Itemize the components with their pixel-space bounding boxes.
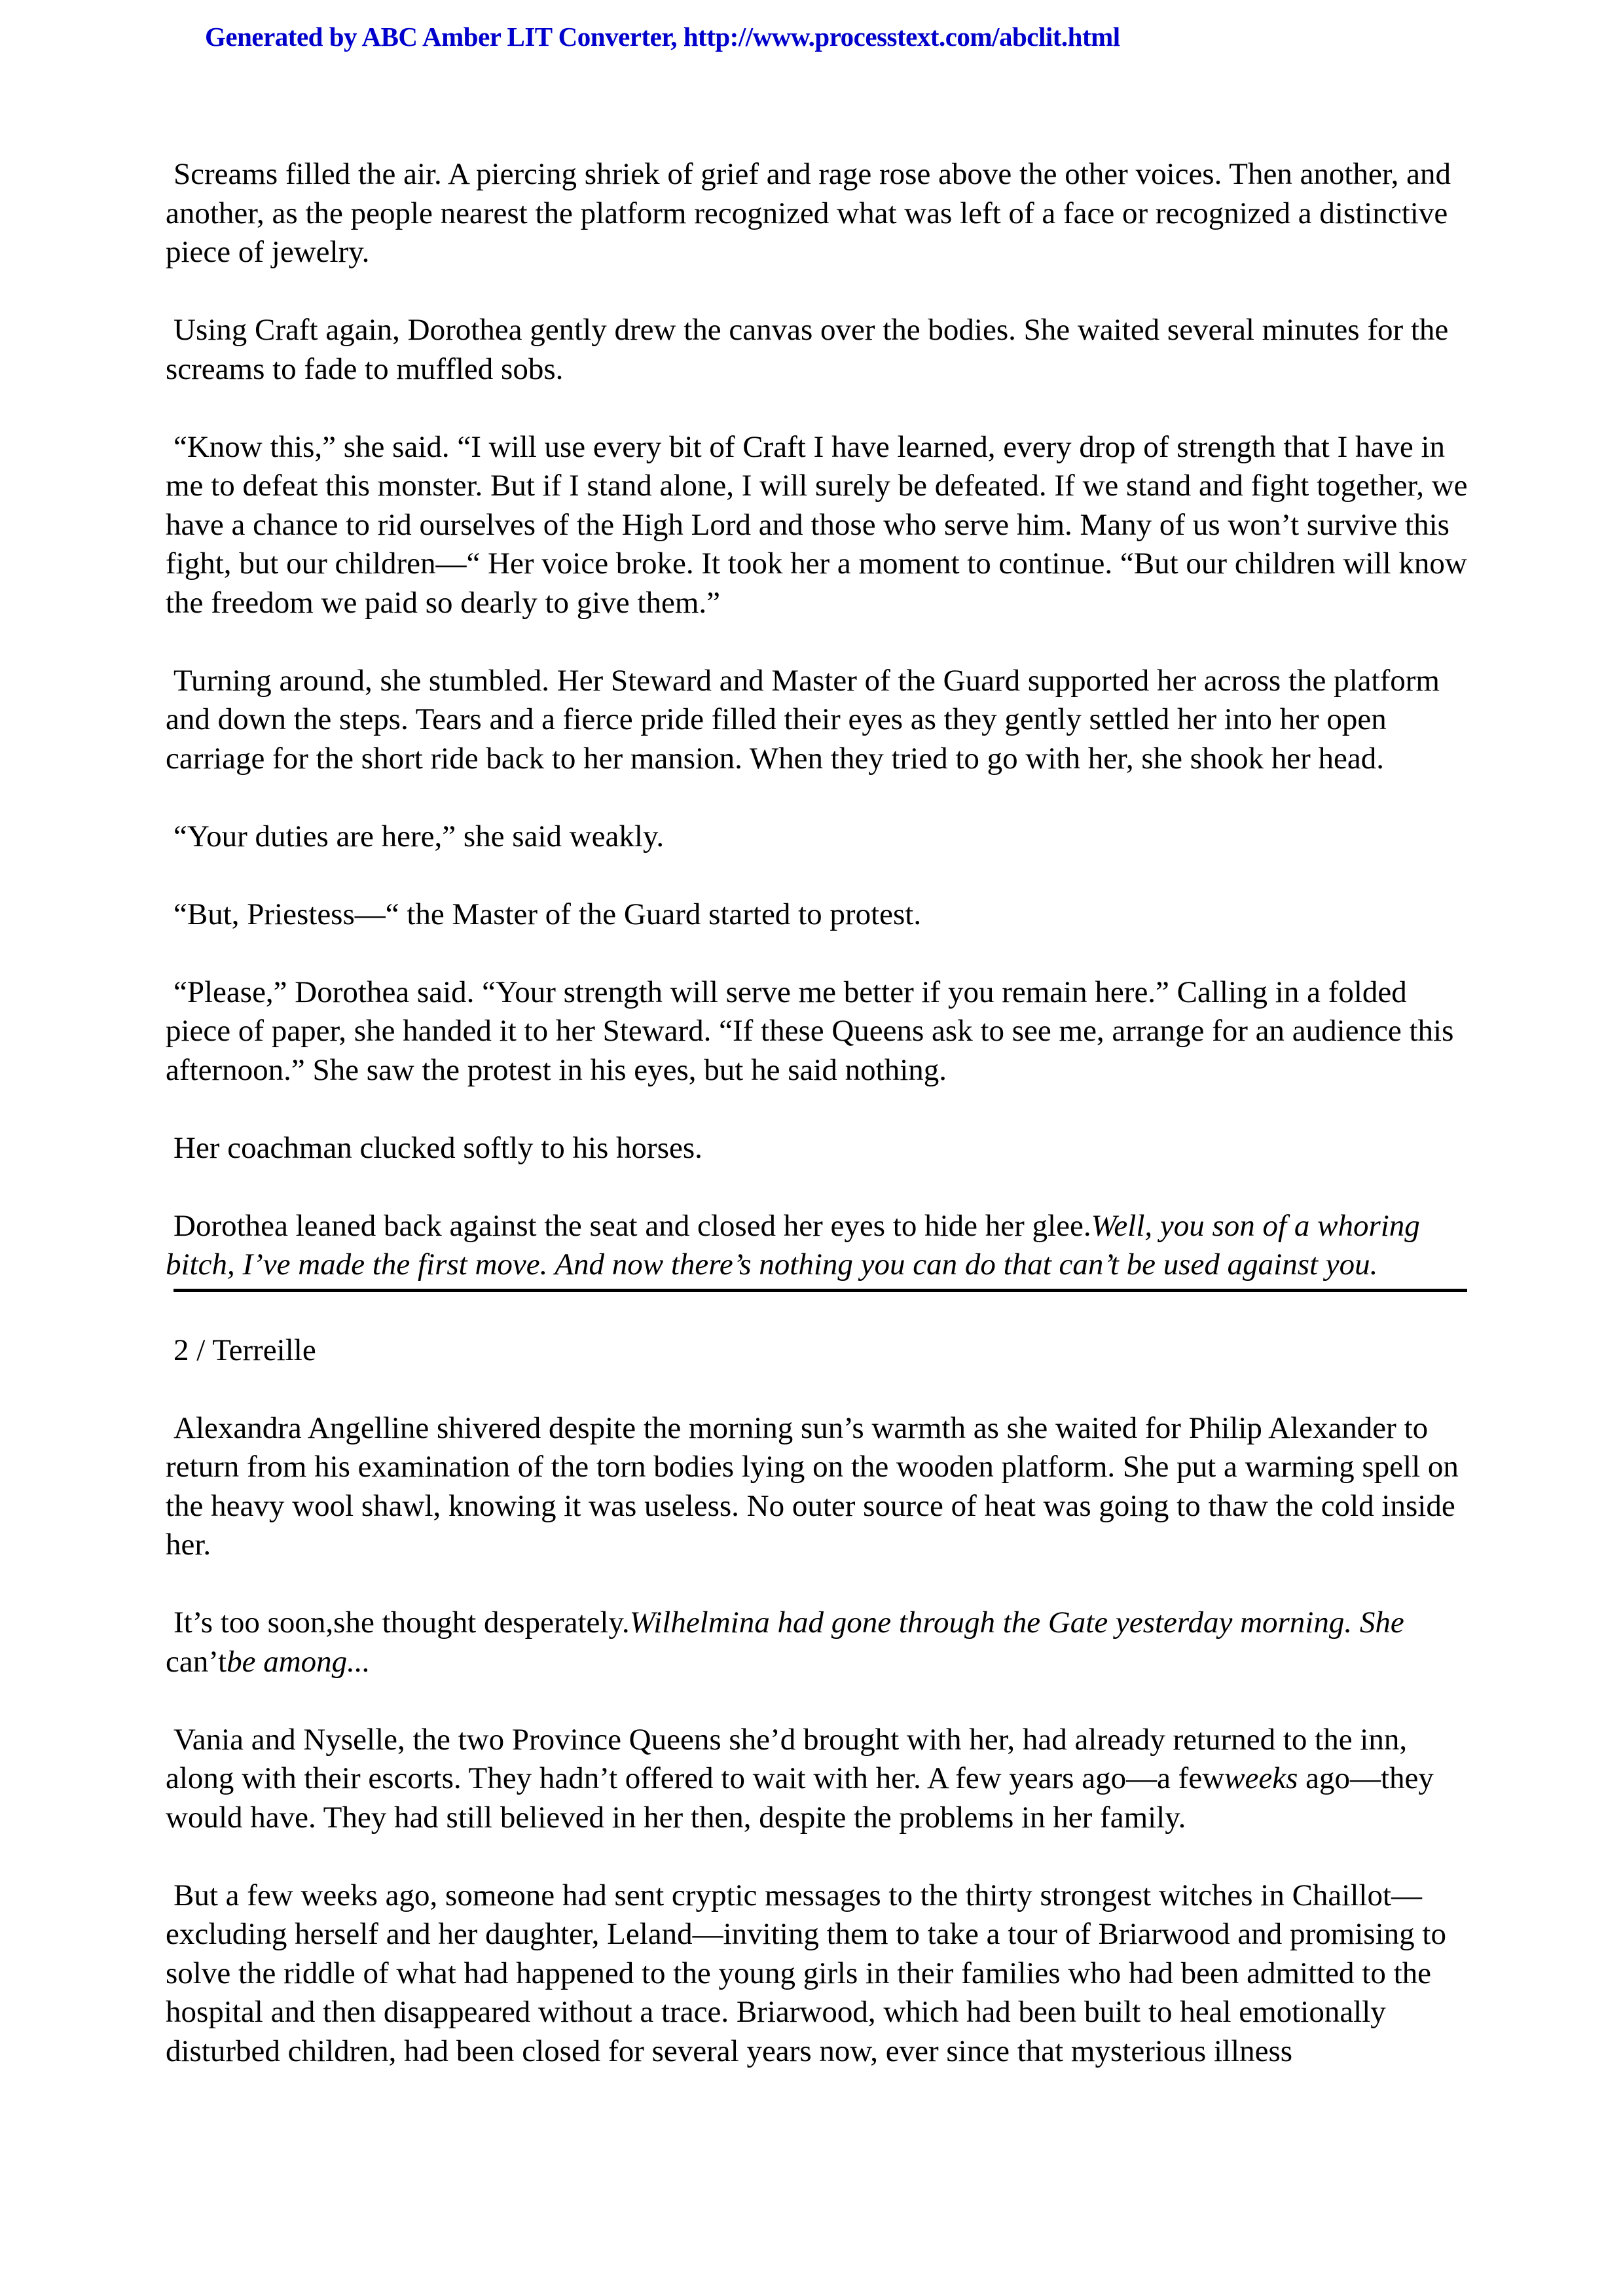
italic-thought: Wilhelmina had gone through the Gate yesterday morning. She — [629, 1605, 1404, 1640]
paragraph: “Your duties are here,” she said weakly. — [173, 819, 665, 853]
paragraph: Turning around, she stumbled. Her Steward and Master of the Guard supported her across the platform and down the steps. Tears and a fierce pride filled their eyes as they gently settled her into her open carriage for the short ride back to her mansion. When they tried to go with her, she shook her head. — [166, 663, 1440, 776]
document-body — [166, 155, 1475, 2110]
paragraph — [166, 1207, 1475, 1285]
paragraph-text: Vania and Nyselle, the two Province Queens she’d brought with her, had already returned to the inn, along with their escorts. They hadn’t offered to wait with her. A few years ago—a few — [166, 1722, 1408, 1795]
paragraph: Her coachman clucked softly to his horses. — [173, 1130, 702, 1165]
paragraph: Screams filled the air. A piercing shriek of grief and rage rose above the other voices. Then another, and another, as the people nearest the platform recognized what was left of a face or recognized a distinctive piece of jewelry. — [166, 157, 1451, 269]
paragraph-text: Dorothea leaned back against the seat and closed her eyes to hide her glee. — [173, 1208, 1091, 1243]
italic-thought: be among... — [227, 1644, 371, 1679]
paragraph: Using Craft again, Dorothea gently drew the canvas over the bodies. She waited several minutes for the screams to fade to muffled sobs. — [166, 313, 1449, 386]
italic-thought: Well, you son of a whoring bitch, I’ve made the first move. And now there’s nothing you can do that can’t be used against you. — [166, 1208, 1420, 1282]
chapter-heading: 2 / Terreille — [173, 1333, 316, 1367]
paragraph: “Please,” Dorothea said. “Your strength will serve me better if you remain here.” Calling in a folded piece of paper, she handed it to her Steward. “If these Queens ask to see me, arrange for an audience this afternoon.” She saw the protest in his eyes, but he said nothing. — [166, 975, 1454, 1087]
paragraph-text: she thought desperately. — [333, 1605, 630, 1640]
paragraph: Alexandra Angelline shivered despite the morning sun’s warmth as she waited for Philip Alexander to return from his examination of the torn bodies lying on the wooden platform. She put a warming spell on the heavy wool shawl, knowing it was useless. No outer source of heat was going to thaw the cold inside her. — [166, 1410, 1459, 1562]
converter-header: Generated by ABC Amber LIT Converter, http://www.processtext.com/abclit.html — [205, 22, 1120, 52]
paragraph-text: can’t — [166, 1644, 227, 1679]
paragraph-text: It’s too soon, — [173, 1605, 334, 1640]
italic-emphasis: weeks — [1224, 1761, 1298, 1795]
paragraph — [166, 1604, 1475, 1681]
paragraph: “But, Priestess—“ the Master of the Guard started to protest. — [173, 897, 922, 931]
section-divider — [173, 1289, 1467, 1292]
paragraph-text: ago—they would have. They had still believed in her then, despite the problems in her family. — [166, 1761, 1434, 1835]
paragraph: But a few weeks ago, someone had sent cryptic messages to the thirty strongest witches in Chaillot—excluding herself and her daughter, Leland—inviting them to take a tour of Briarwood and promising to solve the riddle of what had happened to the young girls in their families who had been admitted to the hospital and then disappeared without a trace. Briarwood, which had been built to heal emotionally disturbed children, had been closed for several years now, ever since that mysterious illness — [166, 1878, 1446, 2068]
paragraph — [166, 1721, 1475, 1838]
paragraph: “Know this,” she said. “I will use every bit of Craft I have learned, every drop of strength that I have in me to defeat this monster. But if I stand alone, I will surely be defeated. If we stand and fight together, we have a chance to rid ourselves of the High Lord and those who serve him. Many of us won’t survive this fight, but our children—“ Her voice broke. It took her a moment to continue. “But our children will know the freedom we paid so dearly to give them.” — [166, 429, 1468, 620]
